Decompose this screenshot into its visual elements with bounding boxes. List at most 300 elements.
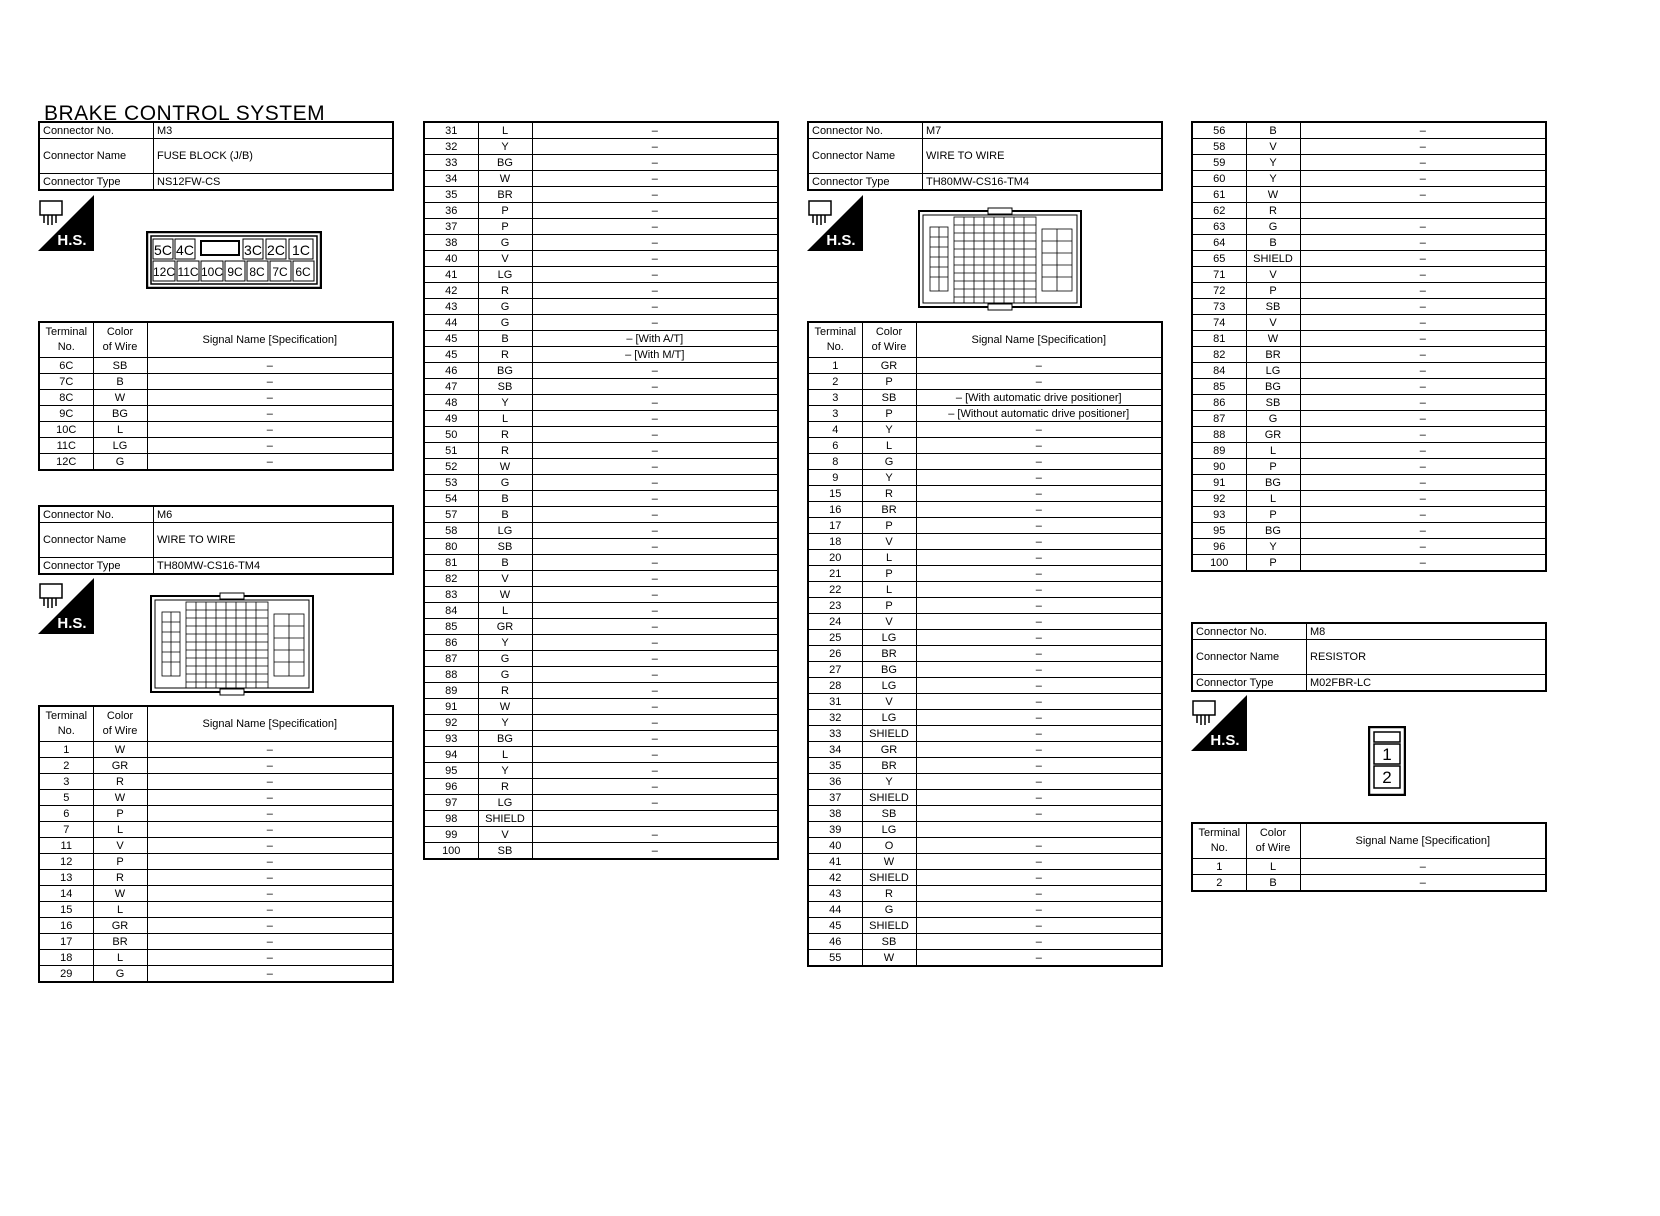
wire-color-cell: L [478, 122, 532, 139]
signal-name-cell: – [916, 918, 1162, 934]
m8-connector-no: M8 [1307, 623, 1547, 640]
table-row [424, 155, 778, 171]
table-row [424, 747, 778, 763]
signal-name-cell: – [1300, 171, 1546, 187]
table-row [424, 427, 778, 443]
table-row [1192, 491, 1546, 507]
signal-header: Signal Name [Specification] [147, 706, 393, 742]
signal-name-cell: – [1300, 331, 1546, 347]
table-row [1192, 171, 1546, 187]
m3-pin: 5C [154, 242, 172, 258]
signal-name-cell: – [532, 507, 778, 523]
terminal-no-cell: 8C [39, 390, 93, 406]
wire-color-cell: BG [862, 662, 916, 678]
signal-name-cell: – [916, 518, 1162, 534]
terminal-no-cell: 83 [424, 587, 478, 603]
terminal-no-cell: 33 [808, 726, 862, 742]
m3-info-table [38, 121, 394, 191]
wire-color-cell: R [478, 683, 532, 699]
table-row [808, 726, 1162, 742]
wire-color-cell: BG [93, 406, 147, 422]
signal-name-cell: – [532, 619, 778, 635]
terminal-no-cell: 15 [808, 486, 862, 502]
terminal-no-cell: 64 [1192, 235, 1246, 251]
m6-rows-continued [424, 122, 778, 859]
table-row [424, 315, 778, 331]
table-row [424, 491, 778, 507]
table-row [808, 374, 1162, 390]
m3-pin: 8C [249, 265, 265, 279]
table-row [808, 758, 1162, 774]
terminal-no-cell: 56 [1192, 122, 1246, 139]
table-row [424, 587, 778, 603]
m7-terminal-table [807, 321, 1163, 967]
signal-name-cell: – [916, 630, 1162, 646]
table-row [1192, 859, 1546, 875]
terminal-no-cell: 52 [424, 459, 478, 475]
m7-info-table [807, 121, 1163, 191]
table-row [1192, 267, 1546, 283]
table-row [1192, 411, 1546, 427]
wire-color-cell: BG [1246, 523, 1300, 539]
terminal-no-cell: 96 [1192, 539, 1246, 555]
table-row [808, 454, 1162, 470]
signal-name-cell: – [916, 694, 1162, 710]
terminal-no-cell: 98 [424, 811, 478, 827]
terminal-no-cell: 71 [1192, 267, 1246, 283]
signal-name-cell: – [532, 171, 778, 187]
signal-header: Signal Name [Specification] [916, 322, 1162, 358]
signal-name-cell: – [532, 635, 778, 651]
signal-name-cell: – [147, 822, 393, 838]
wire-color-cell: SHIELD [862, 870, 916, 886]
m6-continued-table [423, 121, 779, 860]
signal-name-cell: – [532, 379, 778, 395]
wire-color-cell: V [478, 251, 532, 267]
m8-terminal-block [1191, 822, 1547, 892]
wire-color-cell: P [862, 566, 916, 582]
table-row [808, 438, 1162, 454]
terminal-no-cell: 55 [808, 950, 862, 967]
table-row [424, 651, 778, 667]
terminal-no-cell: 34 [808, 742, 862, 758]
wire-color-cell: L [478, 603, 532, 619]
wire-color-cell: V [478, 571, 532, 587]
wire-color-cell: P [862, 518, 916, 534]
wire-color-cell: W [93, 886, 147, 902]
terminal-no-cell: 2 [39, 758, 93, 774]
signal-name-cell: – [532, 443, 778, 459]
terminal-no-cell: 27 [808, 662, 862, 678]
table-row [39, 918, 393, 934]
table-row [424, 122, 778, 139]
signal-name-cell: – [1300, 363, 1546, 379]
wire-color-cell: V [1246, 267, 1300, 283]
signal-name-cell: – [916, 486, 1162, 502]
m6-connector-type: TH80MW-CS16-TM4 [154, 558, 394, 575]
table-row [424, 363, 778, 379]
signal-name-cell: – [147, 934, 393, 950]
wire-color-cell: SB [478, 539, 532, 555]
signal-name-cell: – [532, 523, 778, 539]
terminal-no-cell: 46 [424, 363, 478, 379]
table-row [808, 358, 1162, 374]
signal-name-cell: – [1300, 539, 1546, 555]
table-row [39, 854, 393, 870]
wire-color-cell: R [478, 779, 532, 795]
wire-color-cell: W [93, 742, 147, 758]
table-row [1192, 219, 1546, 235]
wire-color-cell: SB [478, 843, 532, 860]
wire-color-cell: P [1246, 459, 1300, 475]
signal-name-cell: – [916, 806, 1162, 822]
terminal-no-cell: 74 [1192, 315, 1246, 331]
terminal-no-cell: 50 [424, 427, 478, 443]
table-row [808, 582, 1162, 598]
wire-color-cell: LG [862, 710, 916, 726]
signal-name-cell: – [147, 774, 393, 790]
table-row [808, 470, 1162, 486]
signal-name-cell: – [1300, 267, 1546, 283]
wire-color-cell: V [478, 827, 532, 843]
terminal-no-cell: 31 [808, 694, 862, 710]
signal-name-cell: – [1300, 859, 1546, 875]
wire-color-cell: BR [862, 502, 916, 518]
signal-name-cell: – [916, 790, 1162, 806]
table-row [808, 598, 1162, 614]
signal-name-cell: – [916, 646, 1162, 662]
table-row [424, 203, 778, 219]
m3-connector-face [146, 231, 322, 294]
wire-color-cell: O [862, 838, 916, 854]
signal-name-cell: – [532, 779, 778, 795]
table-row [808, 518, 1162, 534]
signal-name-cell: – [1300, 251, 1546, 267]
signal-name-cell: – [532, 491, 778, 507]
terminal-no-header: Terminal No. [1192, 823, 1246, 859]
signal-name-cell: – [532, 651, 778, 667]
terminal-no-cell: 91 [1192, 475, 1246, 491]
signal-name-cell: – [916, 726, 1162, 742]
wire-color-cell: SHIELD [478, 811, 532, 827]
terminal-no-cell: 20 [808, 550, 862, 566]
signal-name-cell: – [532, 539, 778, 555]
terminal-no-cell: 18 [39, 950, 93, 966]
signal-name-cell: – [916, 710, 1162, 726]
wire-color-cell: Y [478, 715, 532, 731]
signal-name-cell: – [1300, 443, 1546, 459]
wire-color-cell: P [862, 374, 916, 390]
signal-header: Signal Name [Specification] [1300, 823, 1546, 859]
terminal-no-cell: 88 [424, 667, 478, 683]
terminal-no-cell: 97 [424, 795, 478, 811]
wire-color-cell: L [478, 411, 532, 427]
wire-color-cell: Y [478, 635, 532, 651]
terminal-no-cell: 96 [424, 779, 478, 795]
wire-color-cell: P [478, 203, 532, 219]
wire-color-cell: Y [478, 395, 532, 411]
terminal-no-cell: 3 [39, 774, 93, 790]
terminal-no-cell: 87 [424, 651, 478, 667]
table-row [808, 822, 1162, 838]
terminal-no-cell: 35 [808, 758, 862, 774]
color-header: Color of Wire [1246, 823, 1300, 859]
wire-color-cell: W [478, 171, 532, 187]
signal-name-cell: – [1300, 555, 1546, 572]
table-row [808, 534, 1162, 550]
wire-color-cell: L [1246, 443, 1300, 459]
signal-name-cell: – [1300, 459, 1546, 475]
table-row [424, 347, 778, 363]
wire-color-cell: SB [1246, 395, 1300, 411]
table-row [808, 710, 1162, 726]
signal-name-cell: – [532, 587, 778, 603]
wire-color-cell: Y [478, 763, 532, 779]
harness-side-icon [38, 578, 94, 634]
m3-terminal-block [38, 321, 394, 471]
terminal-no-cell: 38 [424, 235, 478, 251]
wire-color-cell: R [862, 486, 916, 502]
wire-color-cell: BR [1246, 347, 1300, 363]
terminal-no-cell: 41 [808, 854, 862, 870]
signal-name-cell: – [1300, 379, 1546, 395]
signal-name-cell: – [916, 950, 1162, 967]
m7-continued-table [1191, 121, 1547, 572]
table-row [808, 502, 1162, 518]
table-row [424, 235, 778, 251]
m7-rows [808, 358, 1162, 967]
wire-color-cell: V [862, 534, 916, 550]
table-row [808, 854, 1162, 870]
signal-name-cell: – [1300, 299, 1546, 315]
wire-color-cell: L [862, 582, 916, 598]
signal-name-cell: – [532, 203, 778, 219]
terminal-no-cell: 92 [1192, 491, 1246, 507]
wire-color-cell: BG [478, 363, 532, 379]
table-row [808, 870, 1162, 886]
terminal-no-cell: 87 [1192, 411, 1246, 427]
terminal-no-cell: 6C [39, 358, 93, 374]
signal-name-cell: – [147, 358, 393, 374]
m6-connector-face [150, 592, 314, 701]
m8-connector-name: RESISTOR [1307, 640, 1547, 675]
m6-continued-block [423, 121, 779, 860]
terminal-no-cell: 36 [808, 774, 862, 790]
wire-color-cell: G [478, 235, 532, 251]
signal-name-cell: – [916, 662, 1162, 678]
table-row [424, 171, 778, 187]
wire-color-cell: W [478, 587, 532, 603]
table-row [39, 742, 393, 758]
m7-connector-no: M7 [923, 122, 1163, 139]
signal-name-cell: – [916, 566, 1162, 582]
wire-color-cell: LG [478, 523, 532, 539]
terminal-no-cell: 51 [424, 443, 478, 459]
terminal-no-cell: 5 [39, 790, 93, 806]
connector-type-label: Connector Type [39, 174, 154, 191]
m3-pin: 10C [200, 265, 224, 279]
signal-name-cell: – [With automatic drive positioner] [916, 390, 1162, 406]
signal-name-cell: – [1300, 427, 1546, 443]
terminal-no-cell: 86 [424, 635, 478, 651]
signal-name-cell: – [1300, 283, 1546, 299]
wire-color-cell: LG [862, 678, 916, 694]
table-row [424, 699, 778, 715]
signal-name-cell: – [147, 742, 393, 758]
wire-color-cell: B [478, 555, 532, 571]
table-row [1192, 139, 1546, 155]
wire-color-cell: SB [478, 379, 532, 395]
terminal-no-cell: 11C [39, 438, 93, 454]
connector-no-label: Connector No. [39, 122, 154, 139]
table-row [39, 774, 393, 790]
wire-color-cell: L [93, 822, 147, 838]
terminal-no-cell: 32 [808, 710, 862, 726]
table-row [808, 806, 1162, 822]
signal-name-cell: – [532, 299, 778, 315]
m6-terminal-block [38, 705, 394, 983]
terminal-no-cell: 81 [1192, 331, 1246, 347]
m3-pin: 12C [152, 265, 176, 279]
harness-side-icon [807, 195, 863, 251]
table-row [1192, 347, 1546, 363]
signal-name-cell: – [532, 571, 778, 587]
table-row [424, 683, 778, 699]
table-row [39, 358, 393, 374]
terminal-no-cell: 38 [808, 806, 862, 822]
terminal-no-cell: 3 [808, 406, 862, 422]
signal-name-cell: – [1300, 347, 1546, 363]
wire-color-cell: G [478, 475, 532, 491]
signal-name-cell: – [1300, 187, 1546, 203]
signal-name-cell: – [147, 790, 393, 806]
terminal-no-cell: 18 [808, 534, 862, 550]
terminal-no-cell: 61 [1192, 187, 1246, 203]
table-row [424, 843, 778, 860]
m6-terminal-table [38, 705, 394, 983]
m3-pin: 9C [227, 265, 243, 279]
signal-name-cell: – [1300, 122, 1546, 139]
wire-color-cell: G [478, 315, 532, 331]
m8-info-table [1191, 622, 1547, 692]
table-row [1192, 155, 1546, 171]
wire-color-cell: W [862, 950, 916, 967]
table-row [808, 742, 1162, 758]
m3-connector-type: NS12FW-CS [154, 174, 394, 191]
wire-color-cell: R [478, 283, 532, 299]
table-row [424, 571, 778, 587]
signal-name-cell: – [1300, 411, 1546, 427]
m8-pin: 1 [1382, 745, 1392, 764]
wire-color-cell: B [93, 374, 147, 390]
terminal-no-cell: 86 [1192, 395, 1246, 411]
signal-name-cell: – [147, 374, 393, 390]
wire-color-cell: W [862, 854, 916, 870]
terminal-no-cell: 17 [39, 934, 93, 950]
signal-name-cell: – [532, 139, 778, 155]
terminal-no-cell: 13 [39, 870, 93, 886]
terminal-no-cell: 84 [1192, 363, 1246, 379]
table-row [39, 950, 393, 966]
connector-type-label: Connector Type [808, 174, 923, 191]
hs-label: H.S. [57, 615, 87, 632]
terminal-no-cell: 40 [808, 838, 862, 854]
terminal-no-cell: 82 [424, 571, 478, 587]
terminal-no-cell: 44 [808, 902, 862, 918]
wire-color-cell: BG [1246, 475, 1300, 491]
hs-label: H.S. [826, 232, 856, 249]
wire-color-cell: BG [478, 731, 532, 747]
table-row [424, 283, 778, 299]
terminal-no-cell: 36 [424, 203, 478, 219]
signal-name-cell: – [916, 614, 1162, 630]
terminal-no-cell: 45 [808, 918, 862, 934]
table-row [1192, 187, 1546, 203]
table-row [808, 902, 1162, 918]
table-row [39, 454, 393, 471]
terminal-no-cell: 54 [424, 491, 478, 507]
table-row [808, 678, 1162, 694]
table-row [424, 523, 778, 539]
terminal-no-cell: 60 [1192, 171, 1246, 187]
terminal-no-cell: 53 [424, 475, 478, 491]
table-row [808, 694, 1162, 710]
terminal-no-cell: 35 [424, 187, 478, 203]
table-row [424, 763, 778, 779]
table-row [808, 406, 1162, 422]
connector-name-label: Connector Name [39, 523, 154, 558]
wire-color-cell: GR [93, 918, 147, 934]
terminal-no-cell: 59 [1192, 155, 1246, 171]
wire-color-cell: P [862, 406, 916, 422]
table-row [1192, 875, 1546, 892]
table-row [808, 390, 1162, 406]
table-row [808, 662, 1162, 678]
terminal-no-cell: 12 [39, 854, 93, 870]
signal-name-cell: – [916, 758, 1162, 774]
signal-name-cell: – [147, 758, 393, 774]
table-row [424, 251, 778, 267]
m8-info-block [1191, 622, 1547, 692]
terminal-no-cell: 45 [424, 331, 478, 347]
wire-color-cell: GR [478, 619, 532, 635]
table-row [424, 331, 778, 347]
table-row [424, 795, 778, 811]
signal-name-cell: – [532, 155, 778, 171]
terminal-no-cell: 90 [1192, 459, 1246, 475]
table-row [424, 267, 778, 283]
m8-terminal-table [1191, 822, 1547, 892]
terminal-no-cell: 31 [424, 122, 478, 139]
terminal-no-cell: 57 [424, 507, 478, 523]
table-row [808, 486, 1162, 502]
wire-color-cell: BR [862, 758, 916, 774]
m3-pin: 1C [292, 242, 310, 258]
terminal-no-cell: 49 [424, 411, 478, 427]
wire-color-cell: BG [478, 155, 532, 171]
terminal-no-header: Terminal No. [39, 706, 93, 742]
table-row [808, 646, 1162, 662]
terminal-no-cell: 89 [424, 683, 478, 699]
wire-color-cell: LG [862, 822, 916, 838]
signal-name-cell [532, 811, 778, 827]
wire-color-cell: W [478, 459, 532, 475]
m3-terminal-table [38, 321, 394, 471]
wire-color-cell: P [93, 854, 147, 870]
signal-name-cell: – [916, 470, 1162, 486]
wire-color-cell: L [478, 747, 532, 763]
signal-name-cell: – [147, 422, 393, 438]
